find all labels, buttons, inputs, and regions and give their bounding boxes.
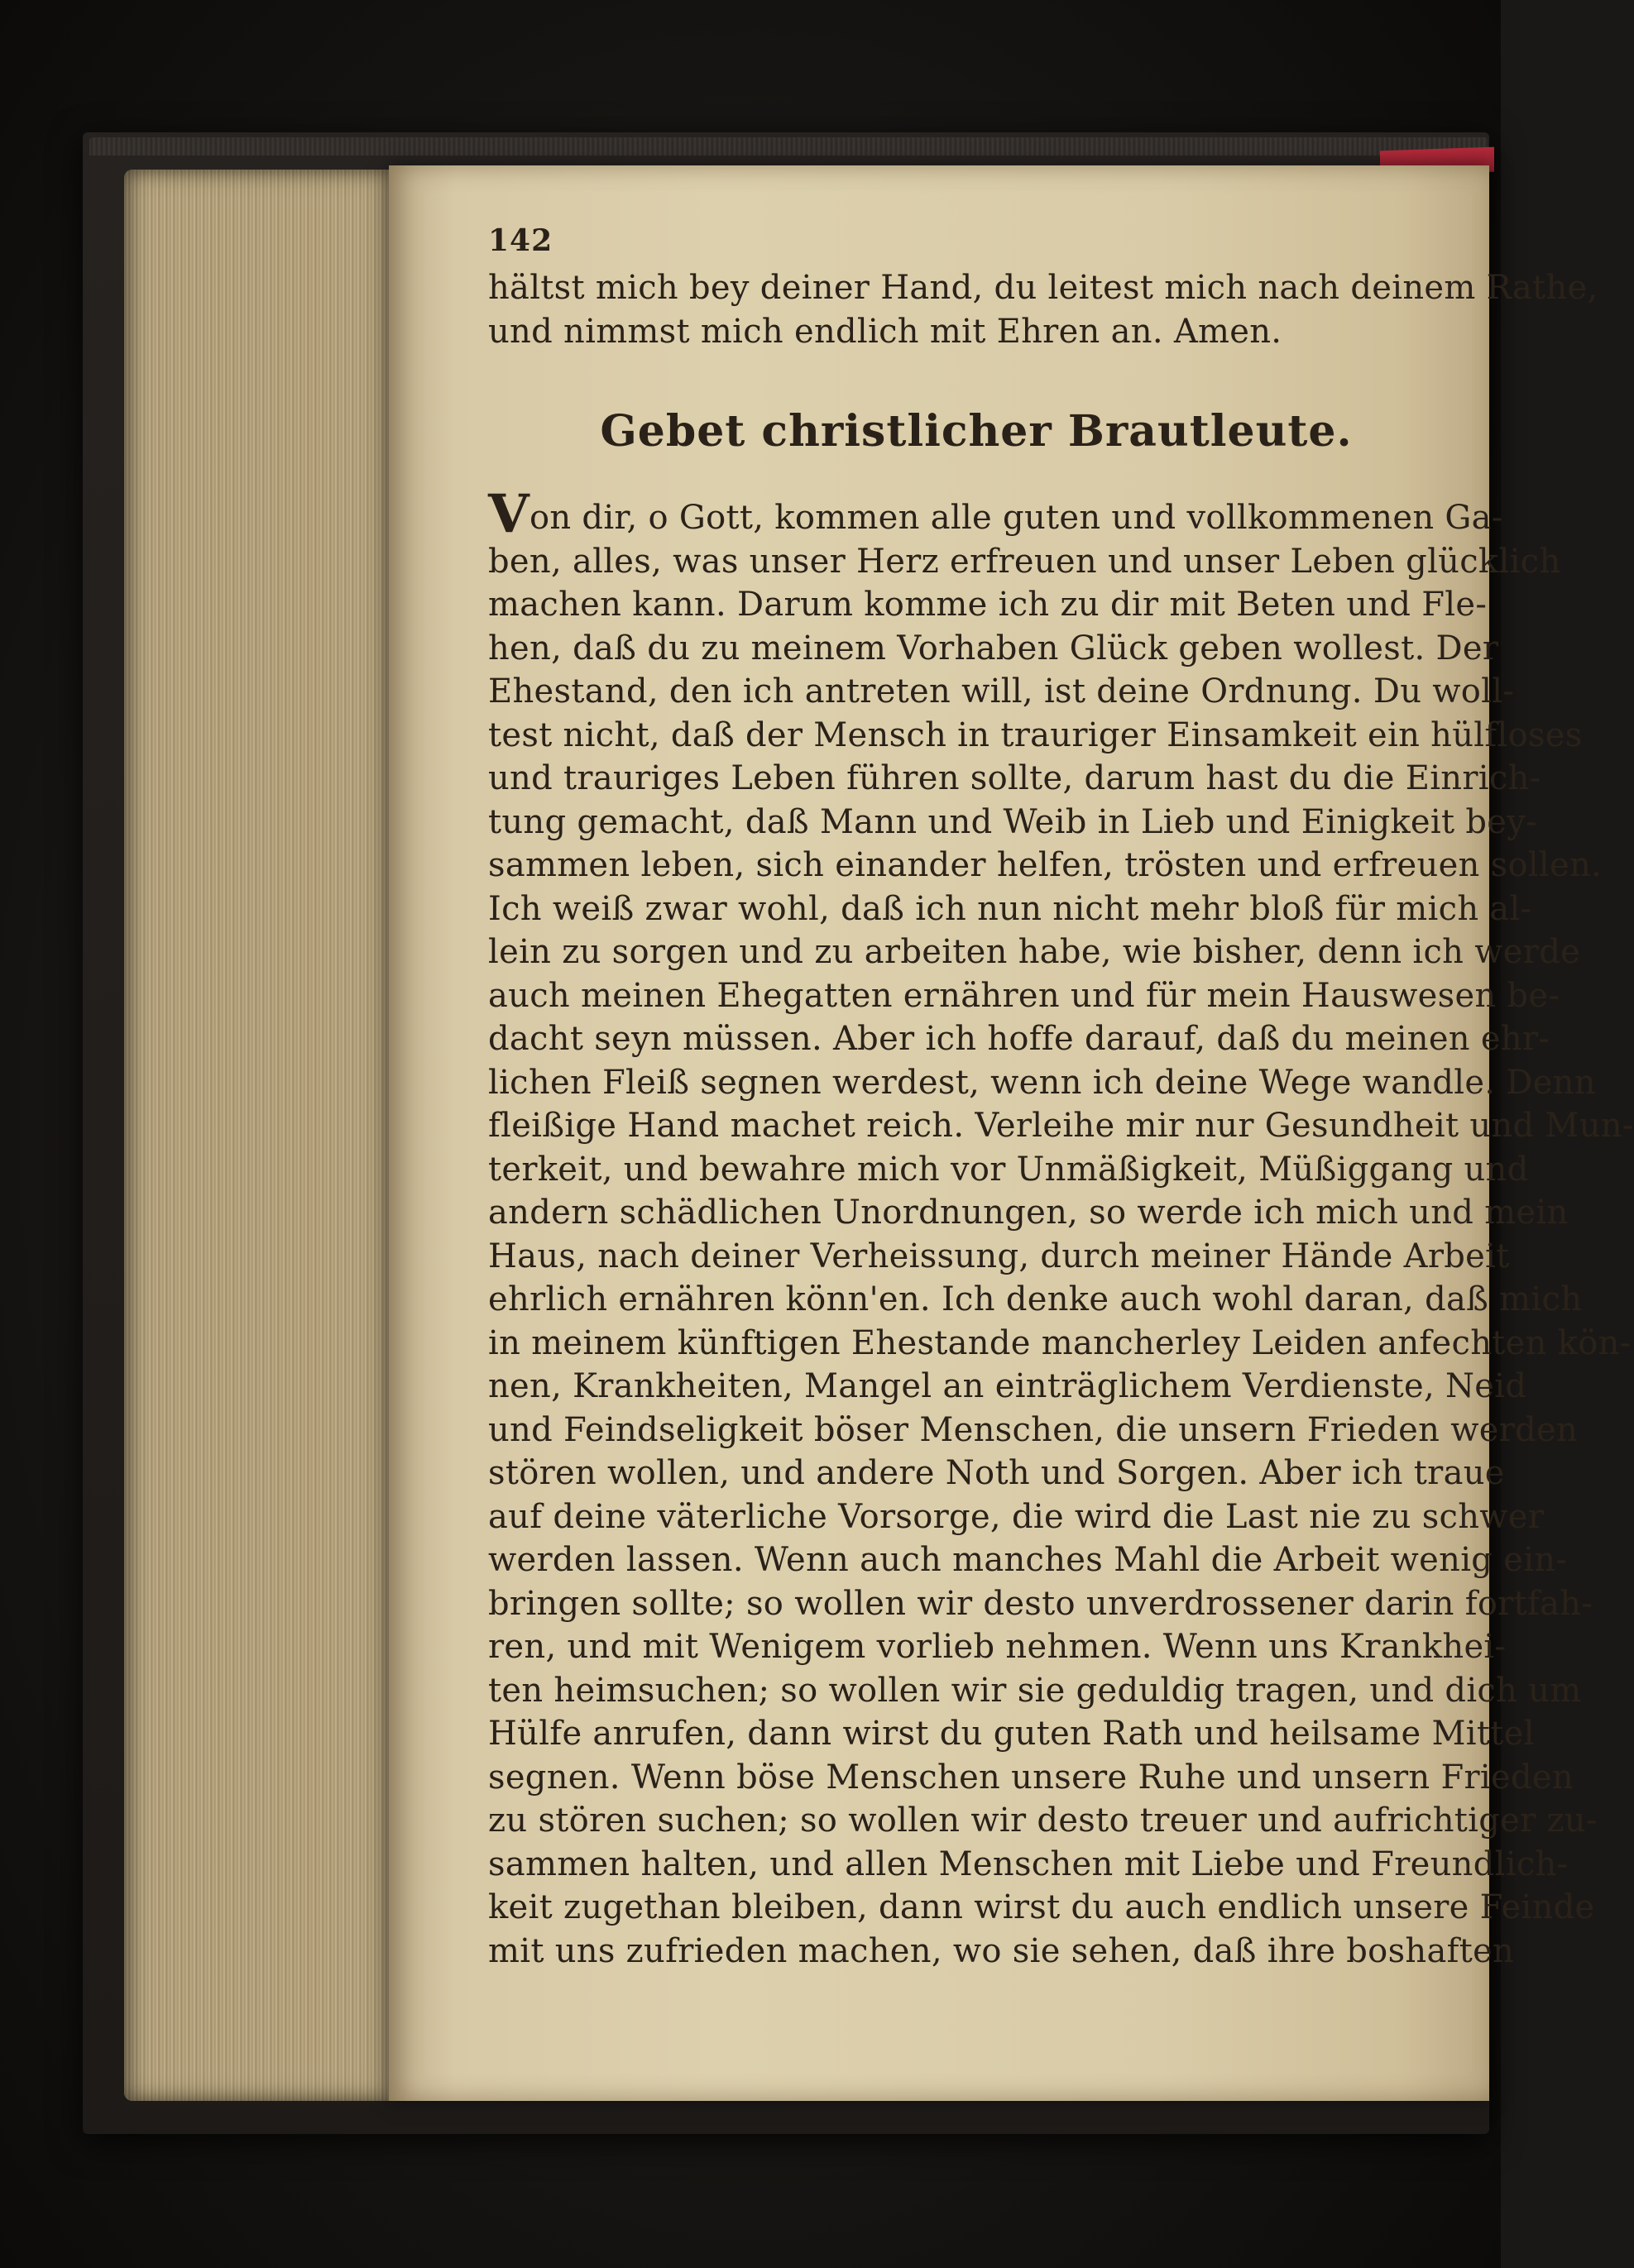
- body-line: bringen sollte; so wollen wir desto unverdrossener darin fortfah-: [488, 1584, 1593, 1623]
- body-line: auch meinen Ehegatten ernähren und für mein Hauswesen be-: [488, 976, 1560, 1015]
- prayer-body: [488, 483, 1634, 1973]
- body-line-1: [488, 483, 1503, 545]
- body-line: und trauriges Leben führen sollte, darum hast du die Einrich-: [488, 759, 1541, 797]
- body-line: fleißige Hand machet reich. Verleihe mir nur Gesundheit und Mun-: [488, 1107, 1634, 1145]
- page-text-block: [488, 223, 1634, 1973]
- body-line: keit zugethan bleiben, dann wirst du auch endlich unsere Feinde: [488, 1888, 1595, 1926]
- body-line: ten heimsuchen; so wollen wir sie geduldig tragen, und dich um: [488, 1671, 1582, 1710]
- book-page: [389, 165, 1634, 2101]
- body-line: tung gemacht, daß Mann und Weib in Lieb und Einigkeit bey-: [488, 802, 1537, 841]
- body-line: sammen halten, und allen Menschen mit Liebe und Freundlich-: [488, 1845, 1569, 1883]
- body-line: zu stören suchen; so wollen wir desto treuer und aufrichtiger zu-: [488, 1801, 1598, 1840]
- body-line: dacht seyn müssen. Aber ich hoffe darauf, daß du meinen ehr-: [488, 1020, 1550, 1058]
- body-line: auf deine väterliche Vorsorge, die wird die Last nie zu schwer: [488, 1497, 1545, 1536]
- body-line: Hülfe anrufen, dann wirst du guten Rath und heilsame Mittel: [488, 1715, 1535, 1753]
- body-line: nen, Krankheiten, Mangel an einträglichem Verdienste, Neid: [488, 1367, 1527, 1405]
- page-title: Gebet christlicher Brautleute.: [600, 406, 1353, 457]
- intro-line-2: und nimmst mich endlich mit Ehren an. Amen.: [488, 312, 1282, 351]
- page-edges: [124, 170, 405, 2101]
- body-line: lein zu sorgen und zu arbeiten habe, wie bisher, denn ich werde: [488, 933, 1581, 971]
- body-line: test nicht, daß der Mensch in trauriger Einsamkeit ein hülfloses: [488, 715, 1583, 754]
- body-line: ren, und mit Wenigem vorlieb nehmen. Wenn uns Krankhei-: [488, 1628, 1507, 1666]
- page-number: 142: [488, 223, 553, 258]
- body-line: segnen. Wenn böse Menschen unsere Ruhe und unsern Frieden: [488, 1758, 1574, 1797]
- body-line: machen kann. Darum komme ich zu dir mit Beten und Fle-: [488, 586, 1488, 624]
- body-line: mit uns zufrieden machen, wo sie sehen, daß ihre boshaften: [488, 1931, 1515, 1970]
- body-line: und Feindseligkeit böser Menschen, die unsern Frieden werden: [488, 1410, 1579, 1449]
- body-line: in meinem künftigen Ehestande mancherley Leiden anfechten kön-: [488, 1323, 1632, 1362]
- body-line: terkeit, und bewahre mich vor Unmäßigkeit, Müßiggang und: [488, 1150, 1529, 1189]
- body-line: ehrlich ernähren könn'en. Ich denke auch wohl daran, daß mich: [488, 1280, 1583, 1318]
- body-line: Haus, nach deiner Verheissung, durch meiner Hände Arbeit: [488, 1237, 1510, 1275]
- drop-cap: V: [488, 483, 529, 545]
- body-line: stören wollen, und andere Noth und Sorgen. Aber ich traue: [488, 1454, 1505, 1492]
- body-line: lichen Fleiß segnen werdest, wenn ich deine Wege wandle. Denn: [488, 1063, 1596, 1102]
- body-line: Ich weiß zwar wohl, daß ich nun nicht mehr bloß für mich al-: [488, 889, 1532, 928]
- body-line: werden lassen. Wenn auch manches Mahl die Arbeit wenig ein-: [488, 1541, 1568, 1579]
- book-cover-edge: [89, 137, 1488, 156]
- intro-line-1: hältst mich bey deiner Hand, du leitest mich nach deinem Rathe,: [488, 269, 1598, 307]
- body-line: ben, alles, was unser Herz erfreuen und unser Leben glücklich: [488, 542, 1561, 581]
- body-line: andern schädlichen Unordnungen, so werde ich mich und mein: [488, 1194, 1569, 1232]
- body-line-1-text: on dir, o Gott, kommen alle guten und vollkommenen Ga-: [529, 499, 1503, 537]
- body-line: sammen leben, sich einander helfen, trösten und erfreuen sollen.: [488, 846, 1603, 884]
- body-line: Ehestand, den ich antreten will, ist deine Ordnung. Du woll-: [488, 672, 1515, 711]
- body-line: hen, daß du zu meinem Vorhaben Glück geben wollest. Der: [488, 629, 1499, 667]
